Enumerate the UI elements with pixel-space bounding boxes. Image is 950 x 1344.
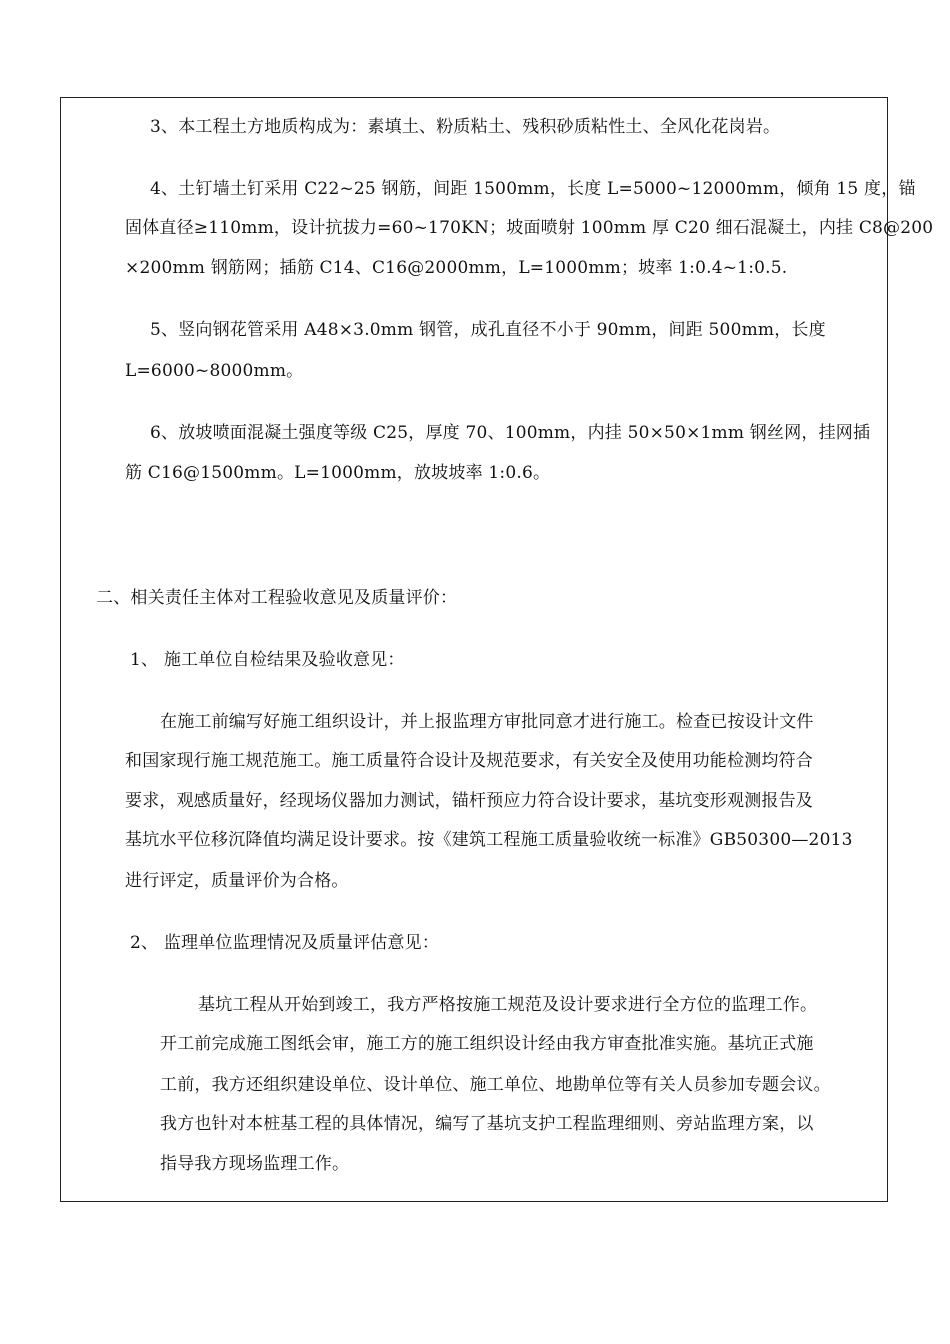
sub2-line4: 我方也针对本桩基工程的具体情况，编写了基坑支护工程监理细则、旁站监理方案，以 bbox=[160, 1114, 814, 1134]
sub1-line1: 在施工前编写好施工组织设计，并上报监理方审批同意才进行施工。检查已按设计文件 bbox=[160, 712, 814, 732]
sub1-heading: 1、 施工单位自检结果及验收意见： bbox=[130, 650, 405, 670]
sub1-line4: 基坑水平位移沉降值均满足设计要求。按《建筑工程施工质量验收统一标准》GB50300—2013 bbox=[125, 830, 853, 850]
sub2-line2: 开工前完成施工图纸会审，施工方的施工组织设计经由我方审查批准实施。基坑正式施 bbox=[160, 1034, 814, 1054]
sub2-line3: 工前，我方还组织建设单位、设计单位、施工单位、地勘单位等有关人员参加专题会议。 bbox=[160, 1075, 831, 1095]
item4-line2: 固体直径≥110mm，设计抗拔力=60~170KN；坡面喷射 100mm 厚 C20 细石混凝土，内挂 C8@200 bbox=[125, 218, 934, 238]
item4-line1: 4、土钉墙土钉采用 C22~25 钢筋，间距 1500mm，长度 L=5000~12000mm，倾角 15 度，锚 bbox=[150, 179, 916, 199]
sub2-line1: 基坑工程从开始到竣工，我方严格按施工规范及设计要求进行全方位的监理工作。 bbox=[198, 995, 818, 1015]
sub1-line2: 和国家现行施工规范施工。施工质量符合设计及规范要求，有关安全及使用功能检测均符合 bbox=[125, 751, 813, 771]
section2-title: 二、相关责任主体对工程验收意见及质量评价： bbox=[96, 588, 458, 608]
sub1-line3: 要求，观感质量好，经现场仪器加力测试，锚杆预应力符合设计要求，基坑变形观测报告及 bbox=[125, 791, 813, 811]
item3-line1: 3、本工程土方地质构成为：素填土、粉质粘土、残积砂质粘性土、全风化花岗岩。 bbox=[150, 117, 781, 137]
item4-line3: ×200mm 钢筋网；插筋 C14、C16@2000mm，L=1000mm；坡率 1:0.4~1:0.5. bbox=[125, 258, 788, 278]
sub2-line5: 指导我方现场监理工作。 bbox=[160, 1154, 350, 1174]
item5-line1: 5、竖向钢花管采用 A48×3.0mm 钢管，成孔直径不小于 90mm，间距 500mm，长度 bbox=[150, 320, 826, 340]
item6-line2: 筋 C16@1500mm。L=1000mm，放坡坡率 1:0.6。 bbox=[125, 463, 551, 483]
item6-line1: 6、放坡喷面混凝土强度等级 C25，厚度 70、100mm，内挂 50×50×1mm 钢丝网，挂网插 bbox=[150, 423, 871, 443]
item5-line2: L=6000~8000mm。 bbox=[125, 361, 304, 381]
sub2-heading: 2、 监理单位监理情况及质量评估意见： bbox=[130, 933, 440, 953]
sub1-line5: 进行评定，质量评价为合格。 bbox=[125, 871, 349, 891]
